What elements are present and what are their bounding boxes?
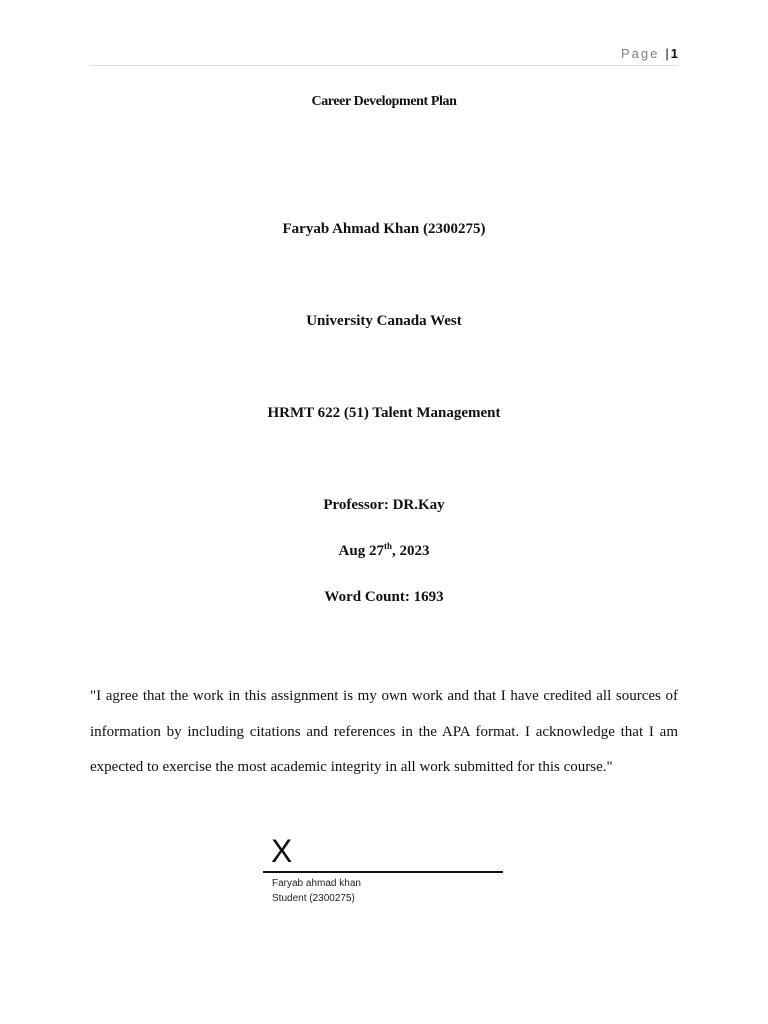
- author-name: Faryab Ahmad Khan (2300275): [282, 221, 486, 237]
- signature-line: [263, 871, 503, 873]
- page-number: 1: [670, 46, 678, 61]
- page-header: [621, 46, 678, 61]
- word-count: Word Count: 1693: [324, 589, 444, 605]
- date-year: , 2023: [391, 543, 430, 559]
- submission-date: [0, 543, 768, 560]
- date-ordinal-suffix: th: [383, 541, 392, 551]
- signature-x-mark: X: [271, 833, 293, 869]
- professor-name: Professor: DR.Kay: [323, 497, 445, 513]
- date-month-day: Aug 27: [338, 543, 384, 559]
- course-name: HRMT 622 (51) Talent Management: [267, 405, 501, 421]
- signer-name: Faryab ahmad khan: [272, 878, 361, 889]
- document-title: Career Development Plan: [311, 94, 457, 109]
- page-separator: |: [665, 46, 669, 61]
- academic-integrity-statement: "I agree that the work in this assignment is my own work and that I have credited all sources of information by including citations and references in the APA format. I acknowledge that I am expected to exercise the most academic integrity in all work submitted for this course.": [90, 688, 678, 775]
- page-label: Page: [621, 46, 660, 61]
- signer-role: Student (2300275): [272, 893, 355, 904]
- header-rule: [90, 65, 678, 66]
- university-name: University Canada West: [306, 313, 462, 329]
